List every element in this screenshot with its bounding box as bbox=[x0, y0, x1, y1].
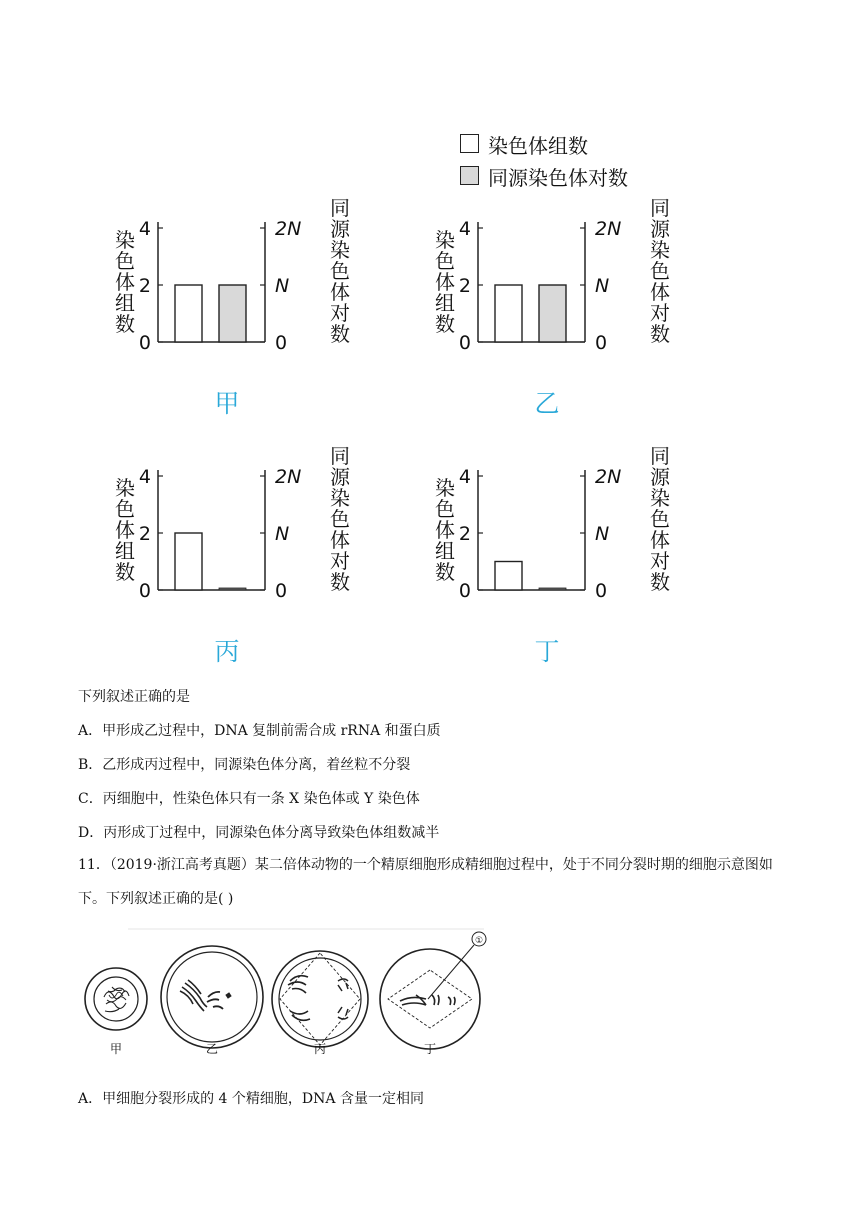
cell-division-diagram bbox=[76, 925, 496, 1060]
question-stem: 下列叙述正确的是 bbox=[78, 689, 190, 705]
right-axis-title: 同源染色体对数 bbox=[330, 196, 350, 346]
chart-yi bbox=[420, 190, 690, 430]
right-tick-label: N bbox=[275, 275, 290, 297]
left-axis-title: 染色体组数 bbox=[115, 228, 135, 336]
left-tick-label: 4 bbox=[458, 218, 471, 240]
chart-bing bbox=[100, 438, 370, 678]
question-11-text: 11．（2019·浙江高考真题）某二倍体动物的一个精原细胞形成精细胞过程中，处于不同分裂时期的细胞示意图如下。下列叙述正确的是( ) bbox=[78, 857, 773, 907]
right-tick-label: N bbox=[595, 275, 610, 297]
bar-chromosome-sets bbox=[175, 285, 202, 342]
panel-label: 丁 bbox=[534, 637, 560, 666]
left-axis-title: 染色体组数 bbox=[435, 476, 455, 584]
cell-ding bbox=[380, 932, 486, 1049]
cell-jia bbox=[85, 968, 147, 1030]
panel-label: 乙 bbox=[534, 389, 560, 418]
cell-bing bbox=[272, 951, 368, 1047]
left-tick-label: 2 bbox=[458, 275, 471, 297]
left-tick-label: 2 bbox=[138, 275, 151, 297]
left-tick-label: 0 bbox=[138, 332, 151, 354]
option-c: C．丙细胞中，性染色体只有一条 X 染色体或 Y 染色体 bbox=[78, 791, 420, 807]
left-tick-label: 2 bbox=[138, 523, 151, 545]
chart-ding bbox=[420, 438, 690, 678]
cell-label-jia: 甲 bbox=[109, 1042, 123, 1056]
left-tick-label: 0 bbox=[458, 580, 471, 602]
cell-yi bbox=[161, 946, 263, 1048]
right-axis-title: 同源染色体对数 bbox=[650, 196, 670, 346]
bar-chromosome-sets bbox=[175, 533, 202, 590]
bar-homologous-pairs bbox=[539, 588, 566, 590]
left-tick-label: 0 bbox=[458, 332, 471, 354]
bar-homologous-pairs bbox=[539, 285, 566, 342]
chart-legend bbox=[456, 124, 666, 194]
left-axis-title: 染色体组数 bbox=[435, 228, 455, 336]
cell-label-yi: 乙 bbox=[205, 1042, 219, 1056]
right-tick-label: 0 bbox=[275, 580, 288, 602]
legend-label: 同源染色体对数 bbox=[488, 166, 628, 190]
right-tick-label: 2N bbox=[595, 218, 622, 240]
bar-homologous-pairs bbox=[219, 285, 246, 342]
option-d: D．丙形成丁过程中，同源染色体分离导致染色体组数减半 bbox=[78, 825, 440, 841]
bar-chromosome-sets bbox=[495, 285, 522, 342]
panel-label: 丙 bbox=[214, 637, 240, 666]
cell-label-ding: 丁 bbox=[423, 1042, 437, 1056]
right-tick-label: N bbox=[595, 523, 610, 545]
option-a: A．甲形成乙过程中，DNA 复制前需合成 rRNA 和蛋白质 bbox=[78, 723, 441, 739]
marker-label: ① bbox=[474, 936, 484, 946]
legend-swatch-white bbox=[460, 134, 479, 153]
left-tick-label: 2 bbox=[458, 523, 471, 545]
legend-label: 染色体组数 bbox=[488, 134, 588, 158]
right-axis-title: 同源染色体对数 bbox=[330, 444, 350, 594]
right-tick-label: 2N bbox=[595, 466, 622, 488]
question-11-option-a: A．甲细胞分裂形成的 4 个精细胞，DNA 含量一定相同 bbox=[78, 1091, 424, 1107]
left-tick-label: 4 bbox=[138, 466, 151, 488]
right-tick-label: 0 bbox=[275, 332, 288, 354]
bar-chromosome-sets bbox=[495, 562, 522, 591]
cell-label-bing: 丙 bbox=[313, 1042, 327, 1056]
right-tick-label: N bbox=[275, 523, 290, 545]
bar-homologous-pairs bbox=[219, 588, 246, 590]
left-tick-label: 4 bbox=[138, 218, 151, 240]
right-axis-title: 同源染色体对数 bbox=[650, 444, 670, 594]
right-tick-label: 0 bbox=[595, 580, 608, 602]
right-tick-label: 2N bbox=[275, 218, 302, 240]
right-tick-label: 2N bbox=[275, 466, 302, 488]
left-axis-title: 染色体组数 bbox=[115, 476, 135, 584]
chart-jia bbox=[100, 190, 370, 430]
panel-label: 甲 bbox=[214, 389, 240, 418]
right-tick-label: 0 bbox=[595, 332, 608, 354]
left-tick-label: 4 bbox=[458, 466, 471, 488]
legend-swatch-gray bbox=[460, 166, 479, 185]
left-tick-label: 0 bbox=[138, 580, 151, 602]
option-b: B．乙形成丙过程中，同源染色体分离，着丝粒不分裂 bbox=[78, 757, 411, 773]
